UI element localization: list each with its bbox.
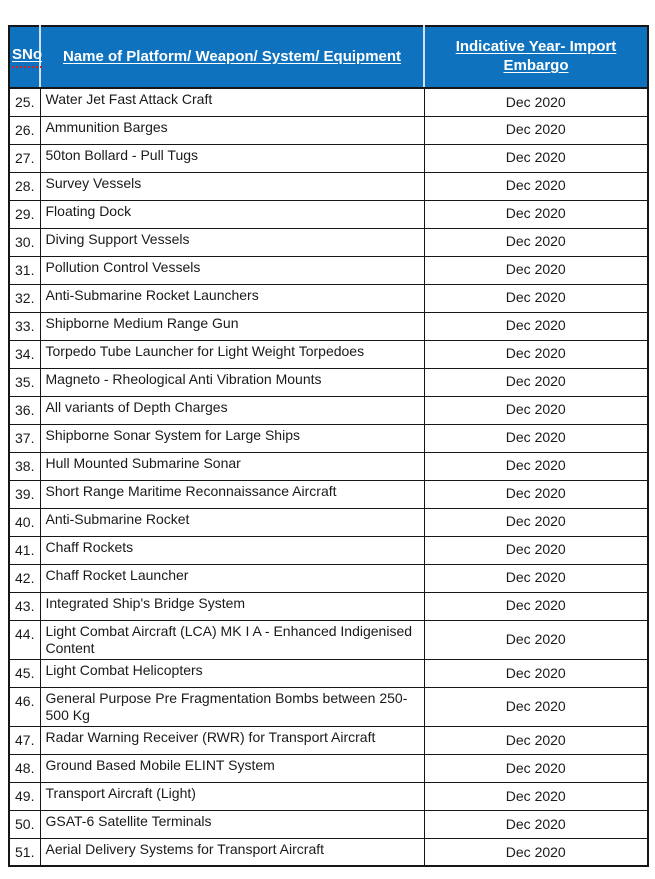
item-name-cell: Water Jet Fast Attack Craft — [40, 88, 424, 116]
row-number-cell: 39. — [9, 480, 40, 508]
embargo-year-cell: Dec 2020 — [424, 368, 648, 396]
item-name-cell: Floating Dock — [40, 200, 424, 228]
table-row — [9, 726, 648, 754]
column-header-year — [424, 26, 648, 88]
table-row — [9, 620, 648, 659]
embargo-year-cell: Dec 2020 — [424, 228, 648, 256]
embargo-year-cell: Dec 2020 — [424, 508, 648, 536]
row-number-cell: 31. — [9, 256, 40, 284]
row-number-cell: 34. — [9, 340, 40, 368]
item-name-cell: Chaff Rocket Launcher — [40, 564, 424, 592]
embargo-year-cell: Dec 2020 — [424, 144, 648, 172]
row-number-cell: 32. — [9, 284, 40, 312]
embargo-year-cell: Dec 2020 — [424, 564, 648, 592]
embargo-year-cell: Dec 2020 — [424, 592, 648, 620]
table-row — [9, 256, 648, 284]
table-row — [9, 564, 648, 592]
item-name-cell: Anti-Submarine Rocket — [40, 508, 424, 536]
table-row — [9, 659, 648, 687]
embargo-table — [8, 25, 649, 867]
row-number-cell: 51. — [9, 838, 40, 866]
embargo-year-cell: Dec 2020 — [424, 452, 648, 480]
embargo-year-cell: Dec 2020 — [424, 424, 648, 452]
table-row — [9, 838, 648, 866]
embargo-year-cell: Dec 2020 — [424, 312, 648, 340]
row-number-cell: 43. — [9, 592, 40, 620]
item-name-cell: Survey Vessels — [40, 172, 424, 200]
item-name-cell: Chaff Rockets — [40, 536, 424, 564]
table-row — [9, 172, 648, 200]
embargo-year-cell: Dec 2020 — [424, 256, 648, 284]
year-header-label: Indicative Year- Import Embargo — [455, 38, 617, 74]
embargo-year-cell: Dec 2020 — [424, 396, 648, 424]
embargo-year-cell: Dec 2020 — [424, 200, 648, 228]
row-number-cell: 36. — [9, 396, 40, 424]
table-row — [9, 754, 648, 782]
table-row — [9, 396, 648, 424]
table-row — [9, 284, 648, 312]
row-number-cell: 41. — [9, 536, 40, 564]
table-row — [9, 536, 648, 564]
table-row — [9, 480, 648, 508]
table-row — [9, 687, 648, 726]
item-name-cell: Integrated Ship's Bridge System — [40, 592, 424, 620]
row-number-cell: 40. — [9, 508, 40, 536]
item-name-cell: Pollution Control Vessels — [40, 256, 424, 284]
row-number-cell: 37. — [9, 424, 40, 452]
item-name-cell: All variants of Depth Charges — [40, 396, 424, 424]
embargo-year-cell: Dec 2020 — [424, 116, 648, 144]
row-number-cell: 48. — [9, 754, 40, 782]
item-name-cell: Light Combat Helicopters — [40, 659, 424, 687]
row-number-cell: 46. — [9, 687, 40, 726]
embargo-year-cell: Dec 2020 — [424, 687, 648, 726]
item-name-cell: General Purpose Pre Fragmentation Bombs between 250-500 Kg — [40, 687, 424, 726]
embargo-year-cell: Dec 2020 — [424, 480, 648, 508]
embargo-year-cell: Dec 2020 — [424, 536, 648, 564]
item-name-cell: Light Combat Aircraft (LCA) MK I A - Enhanced Indigenised Content — [40, 620, 424, 659]
item-name-cell: Transport Aircraft (Light) — [40, 782, 424, 810]
item-name-cell: Torpedo Tube Launcher for Light Weight Torpedoes — [40, 340, 424, 368]
sno-spellcheck-underline — [12, 46, 42, 68]
table-row — [9, 88, 648, 116]
row-number-cell: 33. — [9, 312, 40, 340]
table-row — [9, 592, 648, 620]
embargo-year-cell: Dec 2020 — [424, 172, 648, 200]
item-name-cell: Shipborne Sonar System for Large Ships — [40, 424, 424, 452]
item-name-cell: Magneto - Rheological Anti Vibration Mounts — [40, 368, 424, 396]
row-number-cell: 47. — [9, 726, 40, 754]
sno-header-label: SNo — [12, 46, 42, 64]
item-name-cell: Aerial Delivery Systems for Transport Aircraft — [40, 838, 424, 866]
header-row — [9, 26, 648, 88]
embargo-year-cell: Dec 2020 — [424, 782, 648, 810]
row-number-cell: 25. — [9, 88, 40, 116]
row-number-cell: 27. — [9, 144, 40, 172]
embargo-year-cell: Dec 2020 — [424, 284, 648, 312]
column-header-sno — [9, 26, 40, 88]
item-name-cell: Radar Warning Receiver (RWR) for Transport Aircraft — [40, 726, 424, 754]
item-name-cell: Hull Mounted Submarine Sonar — [40, 452, 424, 480]
embargo-year-cell: Dec 2020 — [424, 810, 648, 838]
item-name-cell: Short Range Maritime Reconnaissance Aircraft — [40, 480, 424, 508]
embargo-year-cell: Dec 2020 — [424, 340, 648, 368]
row-number-cell: 29. — [9, 200, 40, 228]
item-name-cell: Anti-Submarine Rocket Launchers — [40, 284, 424, 312]
item-name-cell: Shipborne Medium Range Gun — [40, 312, 424, 340]
table-row — [9, 340, 648, 368]
table-row — [9, 312, 648, 340]
row-number-cell: 28. — [9, 172, 40, 200]
table-row — [9, 424, 648, 452]
item-name-cell: GSAT-6 Satellite Terminals — [40, 810, 424, 838]
embargo-year-cell: Dec 2020 — [424, 620, 648, 659]
row-number-cell: 49. — [9, 782, 40, 810]
table-row — [9, 116, 648, 144]
table-row — [9, 508, 648, 536]
column-header-name — [40, 26, 424, 88]
table-body — [9, 88, 648, 866]
embargo-year-cell: Dec 2020 — [424, 659, 648, 687]
table-row — [9, 452, 648, 480]
item-name-cell: Ground Based Mobile ELINT System — [40, 754, 424, 782]
item-name-cell: Diving Support Vessels — [40, 228, 424, 256]
row-number-cell: 35. — [9, 368, 40, 396]
row-number-cell: 38. — [9, 452, 40, 480]
row-number-cell: 50. — [9, 810, 40, 838]
table-row — [9, 782, 648, 810]
item-name-cell: 50ton Bollard - Pull Tugs — [40, 144, 424, 172]
row-number-cell: 44. — [9, 620, 40, 659]
name-header-label: Name of Platform/ Weapon/ System/ Equipment — [62, 47, 402, 65]
table-row — [9, 200, 648, 228]
row-number-cell: 26. — [9, 116, 40, 144]
table-row — [9, 228, 648, 256]
embargo-year-cell: Dec 2020 — [424, 726, 648, 754]
row-number-cell: 45. — [9, 659, 40, 687]
row-number-cell: 42. — [9, 564, 40, 592]
row-number-cell: 30. — [9, 228, 40, 256]
table-row — [9, 810, 648, 838]
table-row — [9, 368, 648, 396]
embargo-year-cell: Dec 2020 — [424, 838, 648, 866]
table-row — [9, 144, 648, 172]
embargo-year-cell: Dec 2020 — [424, 88, 648, 116]
table-header — [9, 26, 648, 88]
item-name-cell: Ammunition Barges — [40, 116, 424, 144]
embargo-year-cell: Dec 2020 — [424, 754, 648, 782]
